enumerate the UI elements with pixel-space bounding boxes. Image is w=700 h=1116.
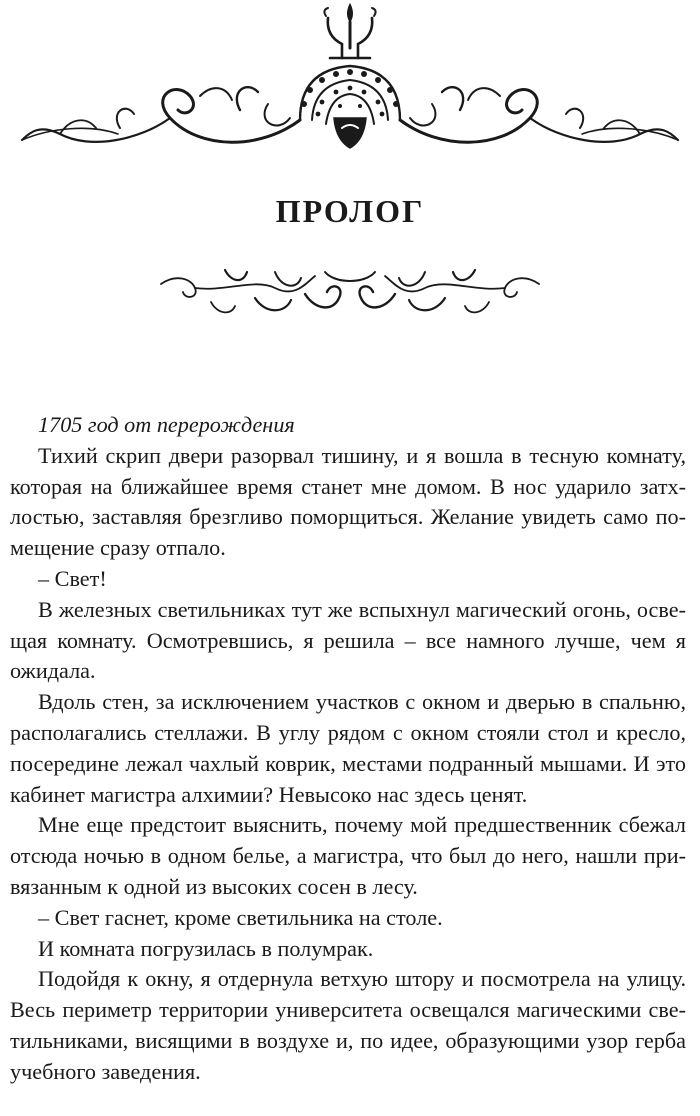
date-line: 1705 год от перерождения (38, 412, 295, 437)
ornate-scroll-headpiece-icon (0, 0, 700, 180)
paragraph: – Свет гаснет, кроме светильника на столе. (38, 904, 443, 930)
prologue-text (10, 410, 686, 1088)
paragraph: Тихий скрип двери разорвал тишину, и я вошла в тесную комнату, которая на ближайшее время станет мне домом. В нос ударило затхлостью, заставляя брезгливо поморщиться. Желание увидеть само помещение сразу отпало. (10, 442, 686, 561)
flourish-divider-icon (155, 258, 545, 328)
paragraph: И комната погрузилась в полумрак. (38, 935, 374, 961)
paragraph: В железных светильниках тут же вспыхнул магический огонь, освещая комнату. Осмотревшись, я решила – все намного лучше, чем я ожидала. (10, 596, 686, 684)
paragraph: – Свет! (38, 565, 107, 591)
paragraph: Мне еще предстоит выяснить, почему мой предшественник сбежал отсюда ночью в одном белье, а магистра, что был до него, нашли привязанным к одной из высоких сосен в лесу. (10, 812, 686, 899)
paragraph: Вдоль стен, за исключением участков с окном и дверью в спальню, располагались стеллажи. В углу рядом с окном стояли стол и кресло, посередине лежал чахлый коврик, местами подранный мышами. И это кабинет магистра алхимии? Невысоко нас здесь ценят. (10, 689, 686, 807)
chapter-title: ПРОЛОГ (275, 193, 425, 229)
paragraph: Подойдя к окну, я отдернула ветхую штору и посмотрела на улицу. Весь периметр территории университета освещался магическими светильниками, висящими в воздухе и, по идее, образующими узор герба учебного заведения. (10, 966, 686, 1084)
